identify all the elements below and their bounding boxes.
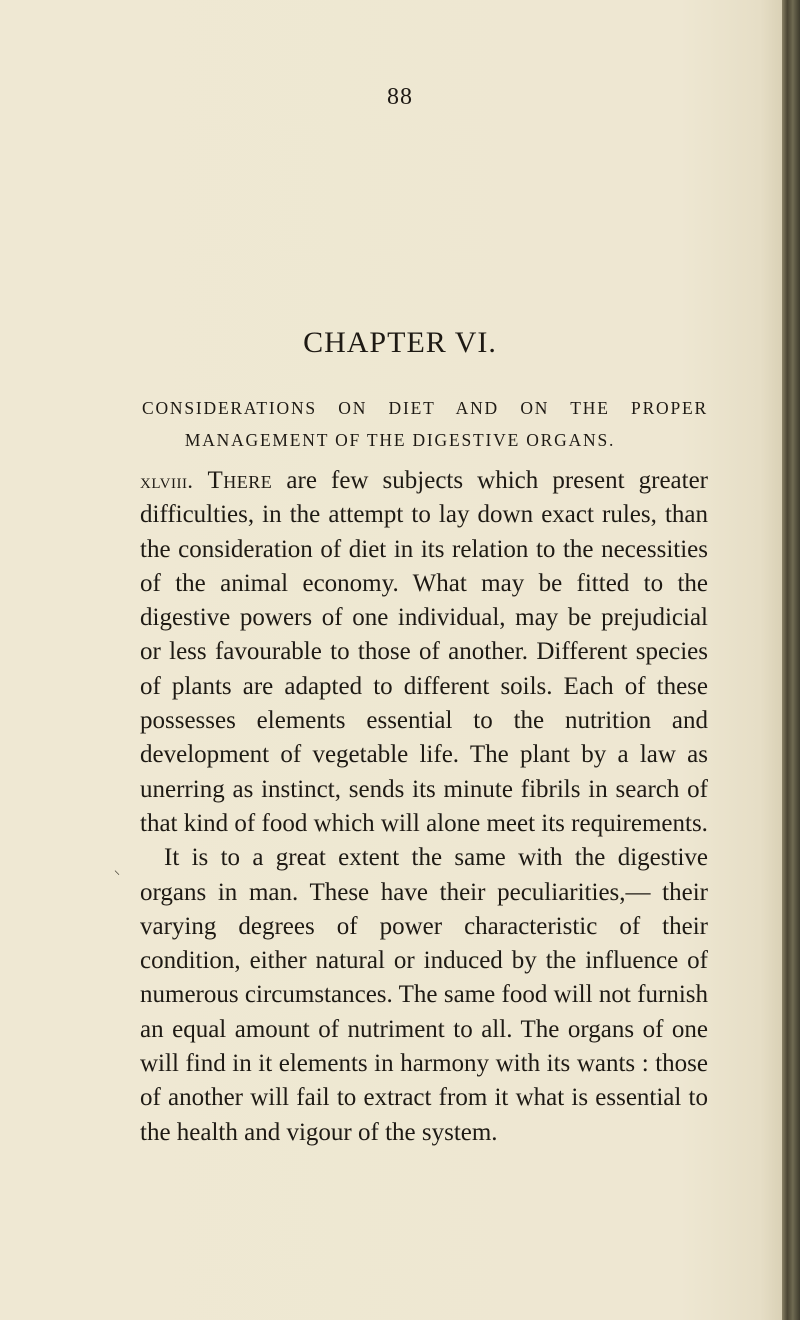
- body-text: [140, 464, 708, 1150]
- chapter-subtitle-line-2: MANAGEMENT OF THE DIGESTIVE ORGANS.: [184, 430, 616, 450]
- page-number: 88: [387, 84, 413, 110]
- page-edge: [782, 0, 800, 1320]
- paragraph-1-text: are few subjects which present greater difficulties, in the attempt to lay down exact rules, than the consideration of diet in its relation to the necessities of the animal economy. What may be fitted to the digestive powers of one individual, may be prejudicial or less favourable to those of another. Different species of plants are adapted to different soils. Each of these possesses elements essential to the nutrition and development of vegetable life. The plant by a law as unerring as instinct, sends its minute fibrils in search of that kind of food which will alone meet its requirements.: [140, 467, 709, 837]
- margin-mark: ⸌: [114, 868, 121, 882]
- section-number: xlviii.: [140, 468, 194, 493]
- chapter-title: CHAPTER VI.: [303, 326, 497, 359]
- paragraph-1: [140, 464, 708, 841]
- paragraph-2: It is to a great extent the same with the digestive organs in man. These have their peculiarities,— their varying degrees of power characteristic of their condition, either natural or induced by the influence of numerous circumstances. The same food will not furnish an equal amount of nutriment to all. The organs of one will find in it elements in harmony with its wants : those of another will fail to extract from it what is essential to the health and vigour of the system.: [140, 844, 708, 1146]
- paragraph-lead-word: There: [207, 467, 273, 494]
- chapter-subtitle-line-1: CONSIDERATIONS ON DIET AND ON THE PROPER: [142, 398, 708, 418]
